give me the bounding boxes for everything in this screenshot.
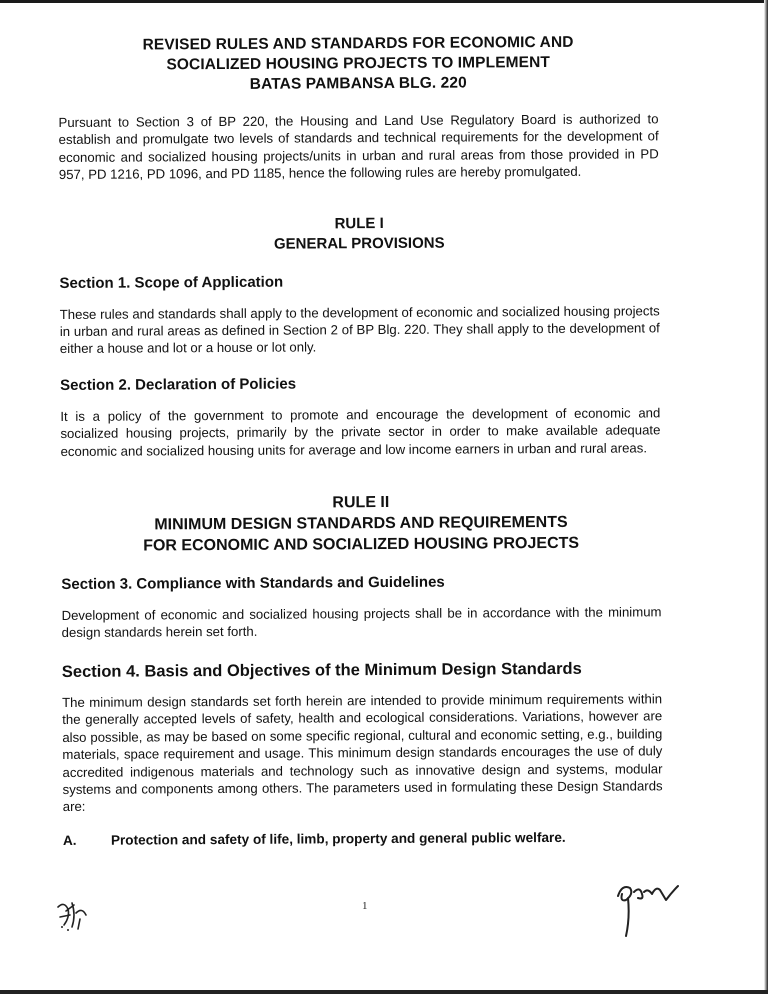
list-item-text: Protection and safety of life, limb, property and general public welfare. — [110, 829, 566, 848]
section-4-heading: Section 4. Basis and Objectives of the Minimum Design Standards — [61, 659, 582, 681]
rule-2-number: RULE II — [332, 494, 390, 512]
title-line-1: REVISED RULES AND STANDARDS FOR ECONOMIC AND — [142, 33, 574, 54]
rule-2-heading — [61, 490, 661, 557]
scan-border-top — [0, 0, 768, 3]
section-1-text: These rules and standards shall apply to the development of economic and socialized housing projects in urban and rural areas as defined in Section 2 of BP Blg. 220. They shall apply to the development of either a house and lot or a house or lot only. — [59, 302, 660, 357]
scan-border-right — [764, 0, 768, 994]
list-item-letter: A. — [62, 832, 77, 848]
document-title — [58, 32, 658, 96]
title-line-2: SOCIALIZED HOUSING PROJECTS TO IMPLEMENT — [166, 53, 550, 74]
section-2-text: It is a policy of the government to promote and encourage the development of economic and socialized housing projects, primarily by the private sector in order to make available adequate economic and socialized housing units for average and low income earners in urban and rural areas. — [60, 405, 661, 459]
rule-2-title-line-2: FOR ECONOMIC AND SOCIALIZED HOUSING PROJECTS — [143, 534, 580, 555]
rule-1-number: RULE I — [334, 214, 384, 232]
rule-2-title-line-1: MINIMUM DESIGN STANDARDS AND REQUIREMENTS — [154, 513, 568, 534]
handwritten-signature-icon — [608, 878, 680, 940]
section-1-heading: Section 1. Scope of Application — [59, 273, 284, 292]
section-3-text: Development of economic and socialized housing projects shall be in accordance with the minimum design standards herein set forth. — [61, 604, 662, 641]
rule-1-heading — [59, 212, 659, 256]
section-4-text: The minimum design standards set forth herein are intended to provide minimum requirements within the generally accepted levels of safety, health and ecological considerations. Variations, however are also possible, as may be based on some specific regional, cultural and economic setting, e.g., building materials, space requirement and usage. This minimum design standards encourages the use of duly accredited indigenous materials and technology such as innovative design and systems, modular systems and components among others. The parameters used in formulating these Design Standards are: — [62, 691, 663, 815]
title-line-3: BATAS PAMBANSA BLG. 220 — [249, 74, 467, 93]
intro-paragraph: Pursuant to Section 3 of BP 220, the Housing and Land Use Regulatory Board is authorized to establish and promulgate two levels of standards and technical requirements for the development of economic and socialized housing projects/units in urban and rural areas from those provided in PD 957, PD 1216, PD 1096, and PD 1185, hence the following rules are hereby promulgated. — [58, 111, 659, 183]
document-page — [58, 32, 663, 849]
section-2-heading: Section 2. Declaration of Policies — [60, 375, 297, 394]
scan-border-bottom — [0, 990, 768, 994]
page-number: 1 — [362, 900, 368, 912]
rule-1-title: GENERAL PROVISIONS — [273, 234, 445, 253]
handwritten-initials-icon — [52, 897, 92, 933]
section-3-heading: Section 3. Compliance with Standards and Guidelines — [61, 573, 445, 594]
list-item-a — [63, 828, 663, 850]
